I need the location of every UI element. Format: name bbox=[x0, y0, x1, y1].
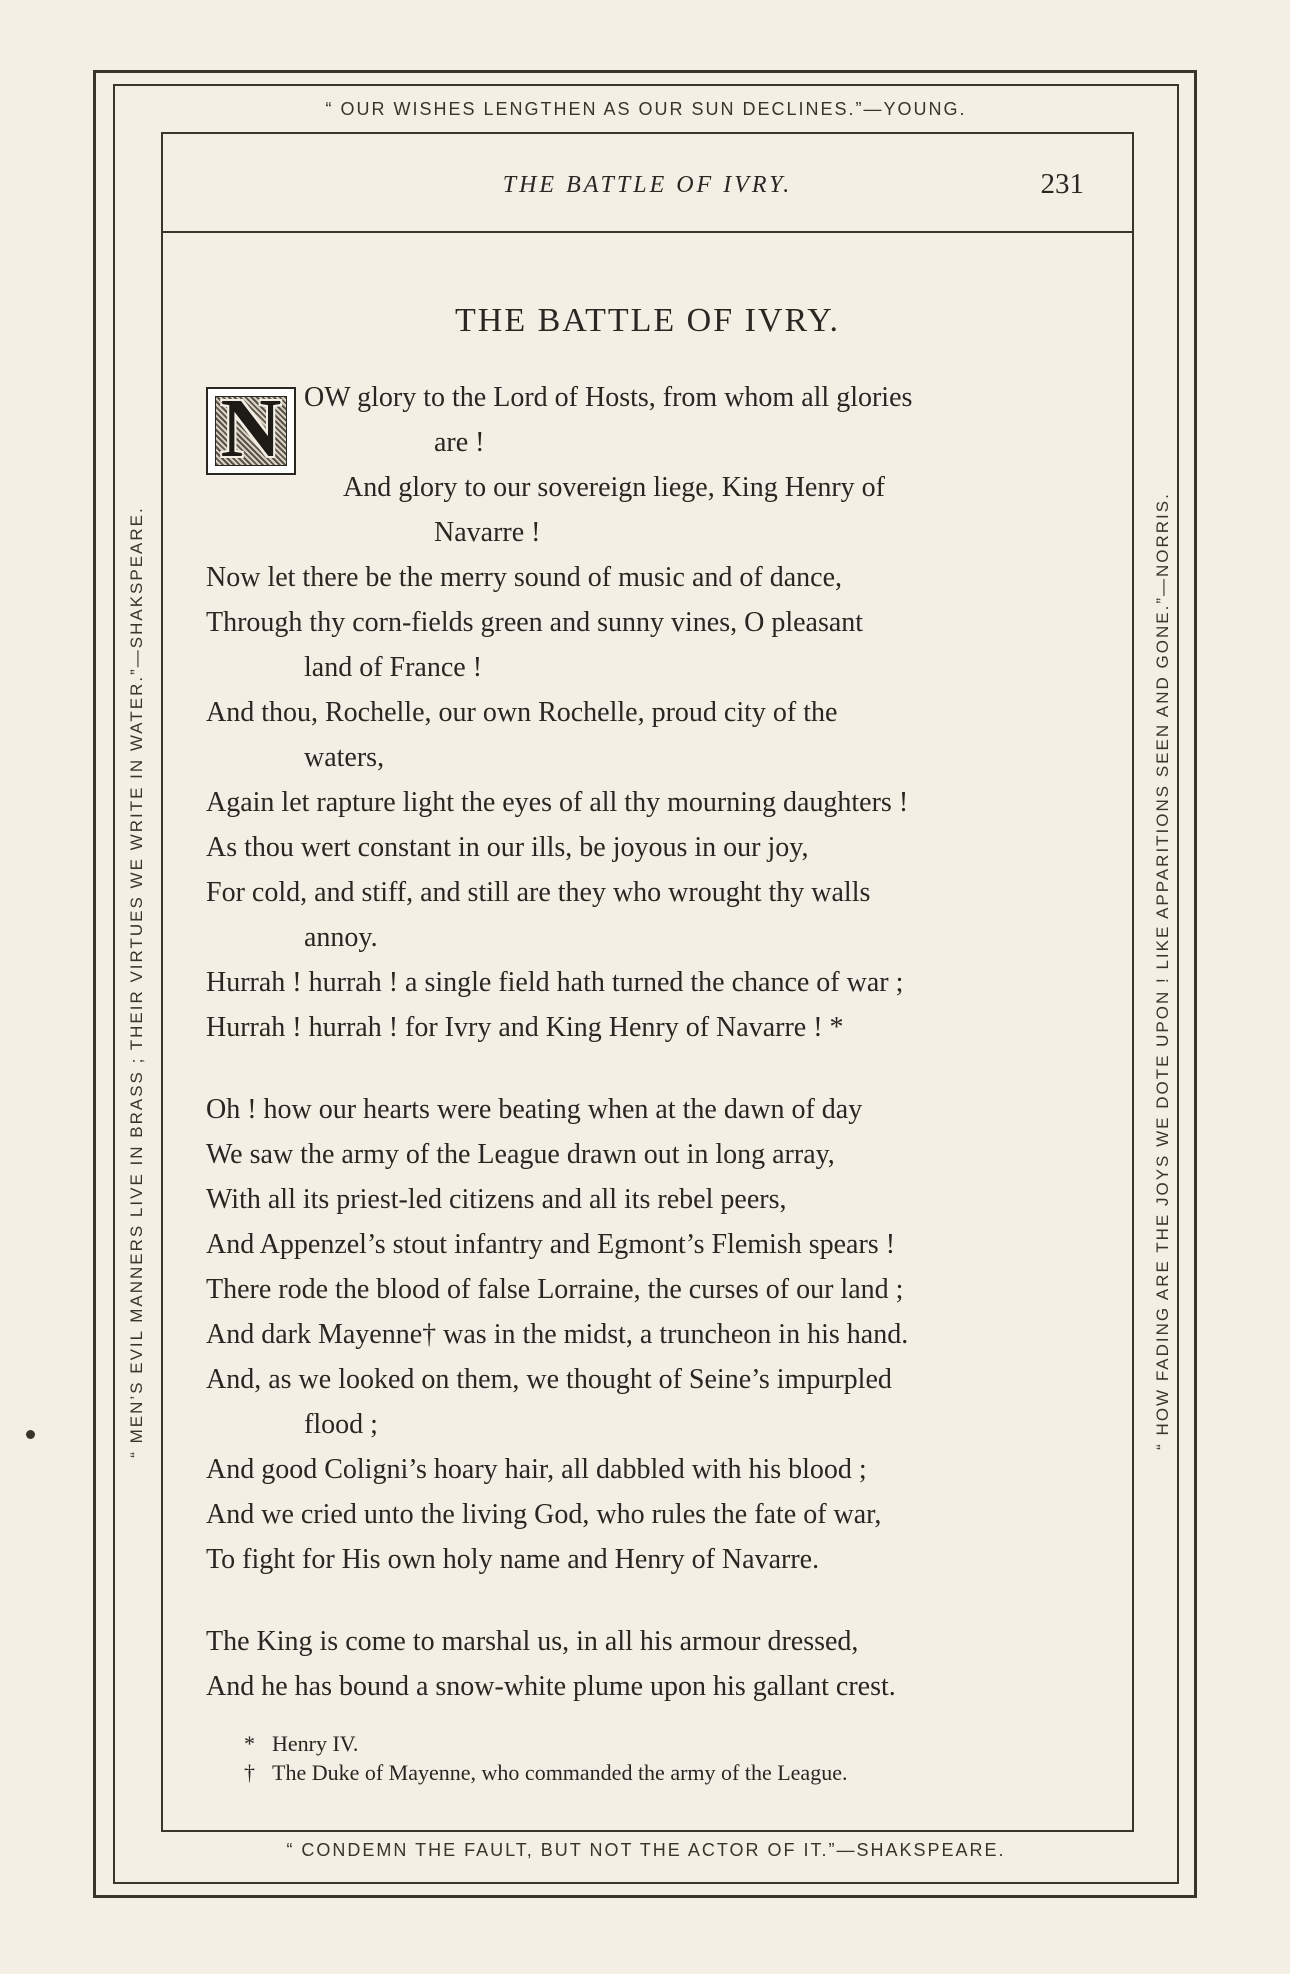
border-quote-left: “ MEN’S EVIL MANNERS LIVE IN BRASS ; THEIR VIRTUES WE WRITE IN WATER.”—SHAKSPEARE. bbox=[127, 506, 146, 1458]
page-number: 231 bbox=[1040, 168, 1084, 200]
poem-line: And, as we looked on them, we thought of Seine’s impurpled bbox=[206, 1364, 892, 1395]
border-quote-top: “ OUR WISHES LENGTHEN AS OUR SUN DECLINES.”—YOUNG. bbox=[325, 99, 967, 119]
poem-line: We saw the army of the League drawn out in long array, bbox=[206, 1139, 835, 1170]
poem-line: OW glory to the Lord of Hosts, from whom all glories bbox=[304, 382, 913, 413]
footnote-text: The Duke of Mayenne, who commanded the army of the League. bbox=[272, 1760, 848, 1785]
poem-line: Hurrah ! hurrah ! for Ivry and King Henry of Navarre ! * bbox=[206, 1012, 844, 1043]
poem-line: As thou wert constant in our ills, be joyous in our joy, bbox=[206, 832, 809, 863]
footnote bbox=[244, 1760, 847, 1786]
poem-line: Through thy corn-fields green and sunny vines, O pleasant bbox=[206, 607, 864, 638]
footnote-text: Henry IV. bbox=[272, 1731, 359, 1756]
poem-line: And he has bound a snow-white plume upon his gallant crest. bbox=[206, 1671, 896, 1702]
header-rule bbox=[163, 231, 1132, 233]
poem-line: And good Coligni’s hoary hair, all dabbled with his blood ; bbox=[206, 1454, 867, 1485]
border-quote-bottom: “ CONDEMN THE FAULT, BUT NOT THE ACTOR OF IT.”—SHAKSPEARE. bbox=[286, 1840, 1006, 1860]
poem-line: There rode the blood of false Lorraine, the curses of our land ; bbox=[206, 1274, 904, 1305]
poem-line: annoy. bbox=[304, 922, 378, 953]
poem-line: Navarre ! bbox=[434, 517, 541, 548]
poem-line: are ! bbox=[434, 427, 485, 458]
running-head bbox=[163, 168, 1132, 208]
dropcap-box bbox=[206, 382, 296, 475]
poem-line: And thou, Rochelle, our own Rochelle, proud city of the bbox=[206, 697, 838, 728]
poem-line: flood ; bbox=[304, 1409, 378, 1440]
footnote-mark: † bbox=[244, 1760, 255, 1785]
poem-line: Now let there be the merry sound of music and of dance, bbox=[206, 562, 843, 593]
poem-line: And dark Mayenne† was in the midst, a truncheon in his hand. bbox=[206, 1319, 909, 1350]
footnote-mark: * bbox=[244, 1731, 255, 1756]
poem-line: waters, bbox=[304, 742, 385, 773]
poem-line: The King is come to marshal us, in all his armour dressed, bbox=[206, 1626, 859, 1657]
poem-title: THE BATTLE OF IVRY. bbox=[455, 302, 840, 339]
poem-line: land of France ! bbox=[304, 652, 483, 683]
poem-line: And we cried unto the living God, who rules the fate of war, bbox=[206, 1499, 882, 1530]
dropcap-letter: N bbox=[220, 382, 282, 475]
poem-line: Oh ! how our hearts were beating when at the dawn of day bbox=[206, 1094, 863, 1125]
border-quote-right: “ HOW FADING ARE THE JOYS WE DOTE UPON ! LIKE APPARITIONS SEEN AND GONE.”—NORRIS. bbox=[1153, 492, 1172, 1450]
poem-line: For cold, and stiff, and still are they who wrought thy walls bbox=[206, 877, 871, 908]
margin-dot bbox=[26, 1430, 35, 1439]
poem-line: To fight for His own holy name and Henry of Navarre. bbox=[206, 1544, 820, 1575]
running-title: THE BATTLE OF IVRY. bbox=[502, 172, 793, 198]
poem-line: And Appenzel’s stout infantry and Egmont’s Flemish spears ! bbox=[206, 1229, 896, 1260]
footnote bbox=[244, 1731, 358, 1757]
poem-line: And glory to our sovereign liege, King Henry of bbox=[343, 472, 885, 503]
poem-line: Hurrah ! hurrah ! a single field hath turned the chance of war ; bbox=[206, 967, 904, 998]
poem-line: Again let rapture light the eyes of all thy mourning daughters ! bbox=[206, 787, 909, 818]
poem-line: With all its priest-led citizens and all its rebel peers, bbox=[206, 1184, 787, 1215]
